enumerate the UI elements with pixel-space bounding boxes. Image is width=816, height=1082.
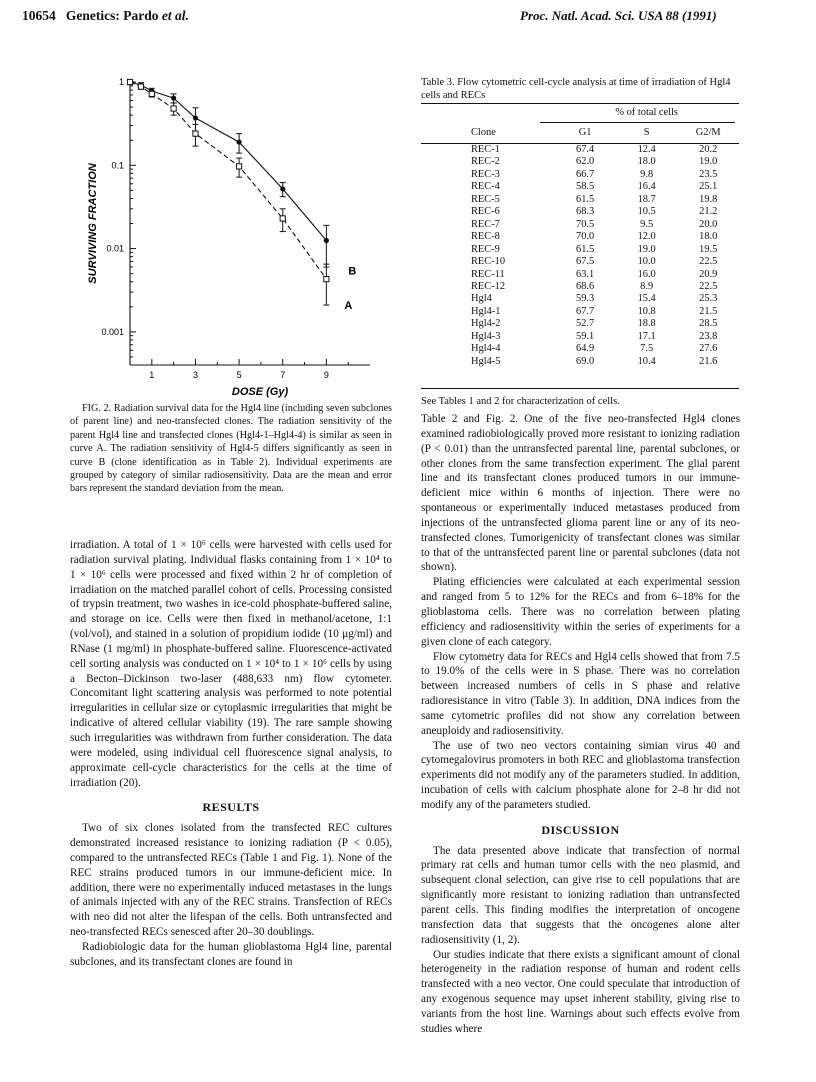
table-cell-value: 22.5 [699, 256, 718, 268]
table-cell-clone: REC-8 [471, 231, 500, 243]
table-cell-clone: REC-12 [471, 280, 506, 292]
table-cell-value: 16.4 [637, 181, 656, 193]
y-tick-label: 0.001 [101, 326, 124, 337]
table-row [421, 256, 739, 268]
table-cell-clone: Hgl4-5 [471, 355, 501, 367]
table-cell-value: 23.5 [699, 168, 718, 180]
table-cell-value: 67.5 [576, 256, 595, 268]
table-row [421, 231, 739, 243]
x-axis-label: DOSE (Gy) [231, 386, 289, 398]
data-point-B [171, 96, 176, 101]
table-cell-clone: REC-6 [471, 206, 500, 218]
figure-caption-lead: FIG. 2. [82, 403, 112, 414]
table-cell-value: 18.0 [699, 231, 718, 243]
table-cell-value: 66.7 [576, 168, 595, 180]
table-cell-value: 28.5 [699, 318, 718, 330]
table-cell-value: 59.1 [576, 330, 595, 342]
right-paragraph-1: Table 2 and Fig. 2. One of the five neo-transfected Hgl4 clones examined radiobiologically proved more resistant to ionizing radiation (P < 0.01) than the untransfected parental line, parental subclones, or other clones from the same transfection experiment. The glial parent line and its transfectant clones produced tumors in our immune-deficient mice within 6 months of injection. There were no spontaneous or experimentally induced metastases produced from injections of the untransfected glioma parent line or any of its neo-transfected clones. Tumorigenicity of transfectant clones was similar to that of the untransfected parent line or parental subclones (data not shown). [421, 413, 740, 574]
table-row [421, 244, 739, 256]
table-row [421, 144, 739, 156]
table-cell-value: 15.4 [637, 293, 656, 305]
table-cell-value: 68.6 [576, 280, 595, 292]
table-cell-value: 64.9 [576, 343, 595, 355]
table-cell-clone: REC-9 [471, 243, 500, 255]
table-row [421, 331, 739, 343]
figure-2-chart [80, 70, 410, 400]
right-paragraph-4: The use of two neo vectors containing simian virus 40 and cytomegalovirus promoters in both REC and glioblastoma transfection experiments did not modify any of the parameters studied. In addition, incubation of cells with calcium phosphate alone for 2–8 hr did not modify any of the parameters studied. [421, 739, 740, 811]
series-line-A [130, 82, 326, 279]
table-cell-value: 21.2 [699, 206, 718, 218]
table-cell-value: 10.0 [637, 256, 656, 268]
table-cell-value: 70.0 [576, 231, 595, 243]
data-point-A [280, 216, 285, 221]
table-cell-value: 18.0 [637, 156, 656, 168]
y-axis-label: SURVIVING FRACTION [87, 163, 99, 284]
right-paragraph-3: Flow cytometry data for RECs and Hgl4 cells showed that from 7.5 to 19.0% of the cells were in S phase. There was no correlation between increased numbers of cells in S phase and relative radioresistance in vitro (Table 3). In addition, DNA indices from the same cytometric profiles did not show any correlation between aneuploidy and radiosensitivity. [421, 650, 740, 737]
table-cell-value: 61.5 [576, 193, 595, 205]
table-row [421, 156, 739, 168]
table-3-caption [421, 76, 741, 102]
table-3-footnote: See Tables 1 and 2 for characterization of cells. [421, 396, 620, 407]
table-cell-value: 12.4 [637, 144, 656, 155]
figure-caption [70, 402, 392, 496]
table-cell-clone: REC-4 [471, 181, 500, 193]
table-row [421, 219, 739, 231]
data-point-B [324, 238, 329, 243]
table-3-col-g2m: G2/M [695, 126, 721, 138]
table-cell-value: 67.4 [576, 144, 595, 155]
table-cell-value: 58.5 [576, 181, 595, 193]
table-3-caption-text: Flow cytometric cell-cycle analysis at time of irradiation of Hgl4 cells and RECs [421, 77, 731, 101]
left-column [70, 538, 392, 970]
x-tick-label: 7 [280, 370, 286, 380]
table-cell-value: 27.6 [699, 343, 718, 355]
table-cell-value: 62.0 [576, 156, 595, 168]
data-point-B [236, 139, 241, 144]
y-tick-label: 0.1 [111, 160, 124, 171]
table-cell-value: 10.5 [637, 206, 656, 218]
table-3-group-header: % of total cells [615, 106, 678, 118]
table-cell-value: 61.5 [576, 243, 595, 255]
table-cell-value: 9.5 [640, 218, 654, 230]
table-row [421, 356, 739, 368]
table-cell-value: 69.0 [576, 355, 595, 367]
table-cell-clone: Hgl4-3 [471, 330, 501, 342]
y-tick-label: 1 [118, 77, 124, 87]
table-row [421, 293, 739, 305]
table-cell-value: 18.8 [637, 318, 656, 330]
table-cell-clone: REC-10 [471, 256, 506, 268]
table-3-col-g1: G1 [578, 126, 592, 138]
table-cell-value: 18.7 [637, 193, 656, 205]
table-cell-value: 70.5 [576, 218, 595, 230]
table-cell-clone: REC-3 [471, 168, 500, 180]
table-cell-value: 19.8 [699, 193, 718, 205]
table-cell-clone: REC-2 [471, 156, 500, 168]
table-cell-value: 21.5 [699, 305, 718, 317]
journal-citation: Proc. Natl. Acad. Sci. USA 88 (1991) [520, 8, 717, 23]
table-cell-clone: Hgl4-4 [471, 343, 501, 355]
table-cell-clone: Hgl4-1 [471, 305, 501, 317]
table-cell-value: 16.0 [637, 268, 656, 280]
table-row [421, 169, 739, 181]
curve-label-A: A [344, 300, 353, 313]
authors-suffix: et al. [161, 8, 189, 23]
right-paragraph-5: The data presented above indicate that transfection of normal primary rat cells and human tumor cells with the neo plasmid, and subsequent clonal selection, can give rise to cell populations that are significantly more resistant to ionizing radiation than untransfected parent cells. This finding modifies the interpretation of oncogene transfection data that suggests that the oncogenes alone alter radiosensitivity (1, 2). [421, 844, 740, 946]
left-paragraph-1: irradiation. A total of 1 × 10⁶ cells were harvested with cells used for radiation survival plating. Individual flasks containing from 1 × 10⁴ to 1 × 10⁶ cells were processed and fixed within 2 hr of completion of irradiation on the matched parallel cohort of cells. Processing consisted of trypsin treatment, two washes in ice-cold phosphate-buffered saline, and storage on ice. Cells were then fixed in methanol/acetone, 1:1 (vol/vol), and stained in a solution of propidium iodide (10 μg/ml) and RNase (1 mg/ml) in phosphate-buffered saline. Fluorescence-activated cell sorting analysis was conducted on 1 × 10⁴ to 1 × 10⁶ cells by using a Becton–Dickinson two-laser (488,633 nm) flow cytometer. Concomitant light scattering analysis was performed to note potential irregularities in cellular size or cytoplasmic irregularities that might be indicative of altered cellular viability (19). The rare sample showing such irregularities was withdrawn from further consideration. The data were modeled, using individual cell fluorescence signal analysis, to approximate cell-cycle characteristics for the cells at the time of irradiation (20). [70, 539, 392, 789]
table-3-col-clone: Clone [471, 126, 496, 138]
table-cell-value: 8.9 [640, 280, 654, 292]
left-paragraph-3: Radiobiologic data for the human glioblastoma Hgl4 line, parental subclones, and its transfectant clones are found in [70, 940, 392, 968]
table-cell-clone: REC-7 [471, 218, 500, 230]
table-row [421, 269, 739, 281]
table-cell-value: 25.3 [699, 293, 718, 305]
data-point-A [127, 79, 132, 84]
table-3 [421, 104, 739, 368]
table-cell-value: 68.3 [576, 206, 595, 218]
data-point-A [236, 164, 241, 169]
curve-label-B: B [348, 265, 357, 278]
table-3-col-s: S [643, 126, 650, 138]
table-row [421, 181, 739, 193]
series-line-B [130, 82, 326, 241]
x-tick-label: 1 [149, 370, 155, 380]
figure-caption-text: Radiation survival data for the Hgl4 line (including seven subclones of parent line) and neo-transfected clones. The radiation sensitivity of the parent Hgl4 line and transfected clones (Hgl4-1–Hgl4-4) is similar as seen in curve A. The radiation sensitivity of Hgl4-5 differs significantly as seen in curve B (clone identification as in Table 2). Individual experiments are grouped by category of similar radiosensitivity. Data are the mean and error bars represent the standard deviation from the mean. [70, 403, 392, 495]
table-cell-clone: Hgl4-2 [471, 318, 501, 330]
table-cell-value: 20.2 [699, 144, 718, 155]
right-paragraph-2: Plating efficiencies were calculated at each experimental session and ranged from 5 to 12% for the RECs and from 6–18% for the glioblastoma cells. There was no correlation between plating efficiency and radiosensitivity within the series of experiments for a given clone of each category. [421, 576, 740, 648]
data-point-A [324, 276, 329, 281]
table-cell-value: 52.7 [576, 318, 595, 330]
journal-section: Genetics: Pardo [65, 8, 162, 23]
table-row [421, 306, 739, 318]
discussion-heading: DISCUSSION [541, 822, 620, 837]
table-cell-value: 10.4 [637, 355, 656, 367]
table-row [421, 281, 739, 293]
table-cell-value: 7.5 [640, 343, 654, 355]
table-cell-value: 9.8 [640, 168, 654, 180]
x-tick-label: 9 [323, 370, 329, 380]
table-cell-value: 67.7 [576, 305, 595, 317]
data-point-B [280, 186, 285, 191]
table-3-caption-lead: Table 3. [421, 77, 455, 88]
page-number: 10654 [22, 8, 56, 23]
y-tick-label: 0.01 [106, 243, 124, 254]
table-row [421, 318, 739, 330]
table-cell-value: 19.0 [699, 156, 718, 168]
x-tick-label: 5 [236, 370, 242, 380]
table-cell-value: 12.0 [637, 231, 656, 243]
data-point-B [193, 115, 198, 120]
table-cell-value: 10.8 [637, 305, 656, 317]
left-paragraph-2: Two of six clones isolated from the transfected REC cultures demonstrated increased resistance to ionizing radiation (P < 0.05), compared to the untransfected RECs (Table 1 and Fig. 1). None of the REC strains produced tumors in our immune-deficient mice. In addition, there were no experimentally induced metastases in the lungs of animals injected with any of the REC strains. Transfection of RECs with neo did not alter the lifespan of the cells. Both untransfected and neo-transfected RECs senesced after 20–30 doublings. [70, 822, 392, 939]
table-cell-clone: REC-1 [471, 144, 500, 155]
table-row [421, 206, 739, 218]
table-row [421, 343, 739, 355]
table-cell-value: 25.1 [699, 181, 718, 193]
table-cell-clone: Hgl4 [471, 293, 492, 305]
right-paragraph-6: Our studies indicate that there exists a significant amount of clonal heterogeneity in the radiation response of human and rodent cells transfected with a neo vector. One could speculate that introduction of any exogenous sequence may upset inherent stability, giving rise to variants from the host line. Warnings about such effects evolve from studies where [421, 948, 740, 1035]
running-header [22, 8, 189, 24]
table-cell-clone: REC-5 [471, 193, 500, 205]
table-cell-value: 23.8 [699, 330, 718, 342]
x-tick-label: 3 [192, 370, 198, 380]
table-row [421, 194, 739, 206]
data-point-A [171, 106, 176, 111]
table-cell-value: 20.9 [699, 268, 718, 280]
table-cell-value: 19.5 [699, 243, 718, 255]
table-cell-value: 59.3 [576, 293, 595, 305]
results-heading: RESULTS [202, 800, 260, 815]
table-cell-value: 20.0 [699, 218, 718, 230]
data-point-A [193, 131, 198, 136]
data-point-A [138, 84, 143, 89]
table-cell-value: 17.1 [637, 330, 656, 342]
table-cell-clone: REC-11 [471, 268, 505, 280]
right-column [421, 412, 740, 1037]
table-cell-value: 63.1 [576, 268, 595, 280]
table-cell-value: 21.6 [699, 355, 718, 367]
table-cell-value: 22.5 [699, 280, 718, 292]
table-cell-value: 19.0 [637, 243, 656, 255]
data-point-A [149, 91, 154, 96]
